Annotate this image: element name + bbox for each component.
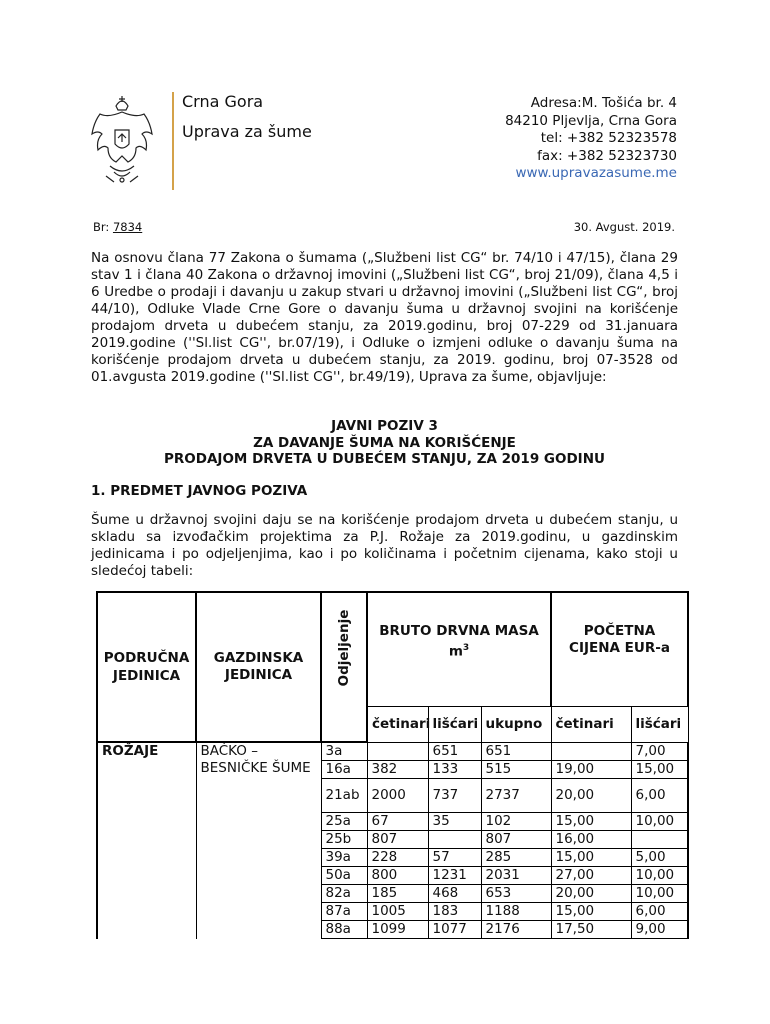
address-fax: fax: +382 52323730 [537,147,677,164]
header-divider [172,92,174,190]
cell-odjeljenje: 25a [321,813,367,831]
cell-cijena-liscari: 6,00 [631,903,688,921]
cell-ukupno: 102 [481,813,551,831]
table-row [97,742,688,761]
cell-liscari: 35 [428,813,481,831]
cell-cijena-cetinari: 15,00 [551,849,631,867]
cell-ukupno: 1188 [481,903,551,921]
cell-cetinari: 807 [367,831,428,849]
cell-cijena-cetinari: 20,00 [551,885,631,903]
cell-ukupno: 807 [481,831,551,849]
cell-odjeljenje: 39a [321,849,367,867]
cell-odjeljenje: 82a [321,885,367,903]
doc-number-value: 7834 [112,220,143,234]
cell-odjeljenje: 50a [321,867,367,885]
cell-cijena-cetinari [551,742,631,761]
cell-cijena-cetinari: 17,50 [551,921,631,939]
cell-cetinari: 382 [367,761,428,779]
cell-cetinari: 800 [367,867,428,885]
heading-line-1: JAVNI POZIV 3 [331,418,438,434]
address-tel: tel: +382 52323578 [540,130,677,146]
header-bruto-unit-wrap [372,640,546,661]
document-number [93,220,142,234]
org-name: Uprava za šume [182,122,312,141]
cell-cijena-liscari: 5,00 [631,849,688,867]
header-pocetna-cijena: POČETNA CIJENA EUR-a [551,592,688,706]
cell-liscari: 133 [428,761,481,779]
address-block [505,95,677,183]
cell-cetinari: 67 [367,813,428,831]
coat-of-arms-logo [88,94,156,186]
cell-cijena-cetinari: 20,00 [551,779,631,813]
header-odjeljenje: Odjeljenje [336,609,352,687]
cell-gazdinska-jedinica: BAĆKO – BESNIČKE ŠUME [196,742,321,939]
cell-odjeljenje: 88a [321,921,367,939]
header-liscari: lišćari [428,706,481,742]
forest-table [96,591,689,939]
header-odjeljenje-cell [321,592,367,742]
section-paragraph: Šume u državnoj svojini daju se na korišćenje prodajom drveta u dubećem stanju, u skladu sa izvođačkim projektima za P.J. Rožaje za 2019.godinu, u gazdinskim jedinicama i po odjeljenjima, kao i po količinama i početnim cijenama, kako stoji u sledećoj tabeli: [91,512,678,579]
cell-cijena-cetinari: 27,00 [551,867,631,885]
cell-cijena-liscari: 15,00 [631,761,688,779]
cell-cetinari: 185 [367,885,428,903]
cell-ukupno: 653 [481,885,551,903]
cell-odjeljenje: 25b [321,831,367,849]
cell-cijena-liscari: 6,00 [631,779,688,813]
call-heading [91,418,678,468]
cell-odjeljenje: 87a [321,903,367,921]
header-liscari-cijena: lišćari [631,706,688,742]
cell-cijena-cetinari: 19,00 [551,761,631,779]
cell-cijena-liscari: 10,00 [631,885,688,903]
cell-odjeljenje: 16a [321,761,367,779]
cell-cetinari: 228 [367,849,428,867]
document-date: 30. Avgust. 2019. [573,220,675,234]
cell-cijena-cetinari: 15,00 [551,903,631,921]
heading-line-2: ZA DAVANJE ŠUMA NA KORIŠĆENJE [253,434,516,451]
cell-liscari: 737 [428,779,481,813]
cell-cetinari [367,742,428,761]
cell-podrucna-jedinica: ROŽAJE [97,742,196,939]
cell-cetinari: 1099 [367,921,428,939]
cell-liscari: 1077 [428,921,481,939]
doc-number-label: Br: [93,220,110,234]
header-cetinari-cijena: četinari [551,706,631,742]
cell-liscari [428,831,481,849]
cell-cijena-cetinari: 15,00 [551,813,631,831]
org-country: Crna Gora [182,92,264,111]
intro-paragraph: Na osnovu člana 77 Zakona o šumama („Službeni list CG“ br. 74/10 i 47/15), člana 29 stav 1 i člana 40 Zakona o državnoj imovini („Službeni list CG“, broj 21/09), člana 4,5 i 6 Uredbe o prodaji i davanju u zakup stvari u državnoj imovini („Službeni list CG“, broj 44/10), Odluke Vlade Crne Gore o davanju šuma u državnoj svojini na korišćenje prodajom drveta u dubećem stanju, za 2019.godinu, broj 07-229 od 31.januara 2019.godine (''Sl.list CG'', br.07/19), i Odluke o izmjeni odluke o davanju šuma na korišćenje prodajom drveta u dubećem stanju, za 2019. godinu, broj 07-3528 od 01.avgusta 2019.godine (''Sl.list CG'', br.49/19), Uprava za šume, objavljuje: [91,250,678,385]
cell-liscari: 57 [428,849,481,867]
cell-odjeljenje: 21ab [321,779,367,813]
header-gazdinska-jedinica: GAZDINSKA JEDINICA [196,592,321,742]
cell-cetinari: 1005 [367,903,428,921]
website-link[interactable]: www.upravazasume.me [515,165,677,181]
header-bruto-title: BRUTO DRVNA MASA [379,623,539,639]
cell-ukupno: 515 [481,761,551,779]
heading-line-3: PRODAJOM DRVETA U DUBEĆEM STANJU, ZA 2019 GODINU [164,451,605,467]
cell-liscari: 468 [428,885,481,903]
address-city: 84210 Pljevlja, Crna Gora [505,112,677,129]
cell-liscari: 651 [428,742,481,761]
cell-cetinari: 2000 [367,779,428,813]
cell-cijena-liscari: 10,00 [631,813,688,831]
cell-ukupno: 285 [481,849,551,867]
header-podrucna-jedinica: PODRUČNA JEDINICA [97,592,196,742]
cell-cijena-liscari [631,831,688,849]
header-bruto-unit-exp: 3 [462,643,470,653]
cell-liscari: 183 [428,903,481,921]
header-bruto-unit: m [448,643,463,660]
header-cetinari: četinari [367,706,428,742]
cell-cijena-cetinari: 16,00 [551,831,631,849]
cell-cijena-liscari: 10,00 [631,867,688,885]
cell-odjeljenje: 3a [321,742,367,761]
cell-ukupno: 2737 [481,779,551,813]
cell-liscari: 1231 [428,867,481,885]
header-ukupno: ukupno [481,706,551,742]
address-line: Adresa:M. Tošića br. 4 [530,95,677,111]
cell-cijena-liscari: 7,00 [631,742,688,761]
cell-ukupno: 651 [481,742,551,761]
cell-cijena-liscari: 9,00 [631,921,688,939]
section-title: 1. PREDMET JAVNOG POZIVA [91,483,308,499]
header-bruto-drvna-masa [367,592,551,706]
cell-ukupno: 2031 [481,867,551,885]
cell-ukupno: 2176 [481,921,551,939]
